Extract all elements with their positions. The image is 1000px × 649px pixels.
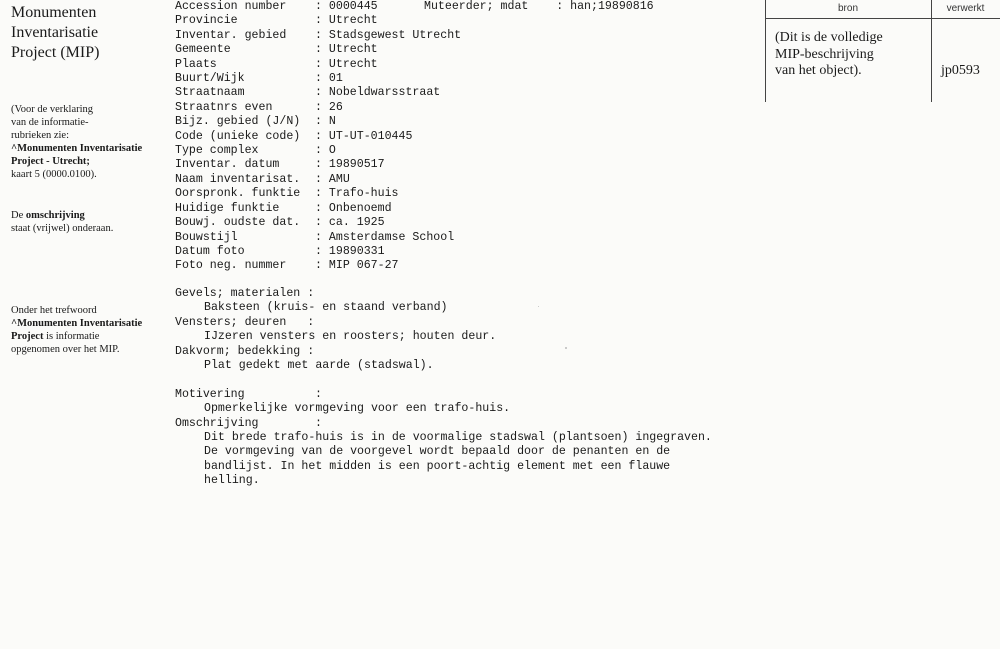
field-row xyxy=(175,144,461,158)
field-value: : MIP 067-27 xyxy=(315,259,399,273)
motivering-row xyxy=(175,388,712,402)
field-value: : Trafo-huis xyxy=(315,187,399,201)
field-value: : O xyxy=(315,144,336,158)
table-divider xyxy=(765,0,766,102)
note-text: is informatie xyxy=(43,331,100,342)
omschrijving-colon: : xyxy=(315,416,322,430)
field-label: Straatnaam xyxy=(175,86,245,100)
field-value: : UT-UT-010445 xyxy=(315,129,413,143)
omschrijving-row xyxy=(175,417,712,431)
keyword-note xyxy=(11,304,171,356)
field-row xyxy=(175,29,461,43)
gevels-label: Gevels; materialen : xyxy=(175,287,315,300)
field-row xyxy=(175,202,461,216)
field-label: Provincie xyxy=(175,14,238,28)
field-row xyxy=(175,187,461,201)
field-row xyxy=(175,130,461,144)
field-value: : Onbenoemd xyxy=(315,201,392,215)
field-value: : 19890517 xyxy=(315,158,385,172)
field-label: Bouwj. oudste dat. xyxy=(175,216,301,230)
description-section xyxy=(175,287,712,489)
field-value: : 26 xyxy=(315,100,343,114)
field-value: : Amsterdamse School xyxy=(315,230,455,244)
dakvorm-label: Dakvorm; bedekking : xyxy=(175,344,315,358)
explanation-note xyxy=(11,103,171,181)
field-value: : 01 xyxy=(315,72,343,86)
scan-speck xyxy=(565,347,567,349)
field-row xyxy=(175,173,461,187)
field-row xyxy=(175,72,461,86)
omschrijving-line: De vormgeving van de voorgevel wordt bepaald door de penanten en de xyxy=(204,445,671,459)
mutator-label: Muteerder; mdat xyxy=(424,0,529,13)
field-value: : Utrecht xyxy=(315,14,378,28)
note-line: opgenomen over het MIP. xyxy=(11,344,120,355)
title-line: Inventarisatie xyxy=(11,24,99,41)
field-value: : N xyxy=(315,115,336,129)
note-line: staat (vrijwel) onderaan. xyxy=(11,223,114,234)
note-bold: Project xyxy=(11,331,44,342)
bron-line: (Dit is de volledige xyxy=(775,30,883,45)
dakvorm-text: Plat gedekt met aarde (stadswal). xyxy=(204,359,434,373)
field-label: Bijz. gebied (J/N) xyxy=(175,115,301,129)
field-row xyxy=(175,43,461,57)
motivering-label: Motivering xyxy=(175,387,245,401)
field-label: Code (unieke code) xyxy=(175,129,301,143)
field-value: : ca. 1925 xyxy=(315,216,385,230)
bron-line: MIP-beschrijving xyxy=(775,46,874,62)
field-value: : Stadsgewest Utrecht xyxy=(315,28,462,42)
field-label: Straatnrs even xyxy=(175,100,273,114)
field-value: : AMU xyxy=(315,172,350,186)
field-row xyxy=(175,115,461,129)
note-line: ^Monumenten Inventarisatie xyxy=(11,143,143,154)
source-table xyxy=(765,0,1000,102)
note-line: ^Monumenten Inventarisatie xyxy=(11,318,143,329)
note-bold: omschrijving xyxy=(25,210,85,221)
field-row xyxy=(175,231,461,245)
sidebar-title xyxy=(11,3,161,63)
field-row xyxy=(175,259,461,273)
note-text: De xyxy=(11,210,26,221)
field-label: Buurt/Wijk xyxy=(175,72,245,86)
bron-line: van het object). xyxy=(775,63,862,78)
table-divider xyxy=(765,18,1000,19)
motivering-text: Opmerkelijke vormgeving voor een trafo-huis. xyxy=(204,402,511,416)
omschrijving-line: bandlijst. In het midden is een poort-achtig element met een flauwe xyxy=(204,459,671,473)
omschrijving-line: Dit brede trafo-huis is in de voormalige stadswal (plantsoen) ingegraven. xyxy=(204,431,712,445)
gevels-text: Baksteen (kruis- en staand verband) xyxy=(204,301,448,315)
field-label: Huidige funktie xyxy=(175,201,280,215)
field-label: Naam inventarisat. xyxy=(175,172,301,186)
note-line: kaart 5 (0000.0100). xyxy=(11,169,97,180)
note-line: Onder het trefwoord xyxy=(11,305,97,316)
field-row xyxy=(175,58,461,72)
table-divider xyxy=(931,0,932,102)
field-value: : Utrecht xyxy=(315,43,378,57)
note-line: rubrieken zie: xyxy=(11,130,70,141)
field-value: : Utrecht xyxy=(315,57,378,71)
field-label: Oorspronk. funktie xyxy=(175,187,301,201)
field-label: Accession number xyxy=(175,0,287,13)
title-line: Monumenten xyxy=(11,4,97,21)
note-line: Project - Utrecht; xyxy=(11,156,90,167)
note-line: van de informatie- xyxy=(11,117,89,128)
record-fields xyxy=(175,0,461,274)
field-value: : Nobeldwarsstraat xyxy=(315,86,441,100)
field-row xyxy=(175,86,461,100)
field-label: Type complex xyxy=(175,144,259,158)
vensters-text: IJzeren vensters en roosters; houten deur. xyxy=(204,330,497,344)
field-label: Inventar. gebied xyxy=(175,28,287,42)
mutator-value: : han;19890816 xyxy=(556,0,654,13)
field-label: Bouwstijl xyxy=(175,230,238,244)
description-note xyxy=(11,209,171,235)
field-row xyxy=(175,216,461,230)
omschrijving-line: helling. xyxy=(204,474,260,488)
title-line: Project (MIP) xyxy=(11,44,100,61)
field-label: Plaats xyxy=(175,57,217,71)
field-value: : 0000445 xyxy=(315,0,378,13)
field-label: Datum foto xyxy=(175,244,245,258)
mutator-info xyxy=(424,0,654,14)
motivering-colon: : xyxy=(315,387,322,401)
field-label: Inventar. datum xyxy=(175,158,280,172)
field-value: : 19890331 xyxy=(315,244,385,258)
field-row xyxy=(175,158,461,172)
field-row xyxy=(175,14,461,28)
verwerkt-cell: jp0593 xyxy=(941,63,980,78)
vensters-label: Vensters; deuren : xyxy=(175,315,315,329)
field-row xyxy=(175,0,461,14)
bron-header: bron xyxy=(837,3,858,14)
scan-speck xyxy=(538,306,539,307)
bron-cell xyxy=(775,30,925,80)
field-row xyxy=(175,101,461,115)
note-line: (Voor de verklaring xyxy=(11,104,94,115)
field-row xyxy=(175,245,461,259)
field-label: Foto neg. nummer xyxy=(175,259,287,273)
verwerkt-header: verwerkt xyxy=(946,3,985,14)
field-label: Gemeente xyxy=(175,43,231,57)
omschrijving-label: Omschrijving xyxy=(175,416,259,430)
